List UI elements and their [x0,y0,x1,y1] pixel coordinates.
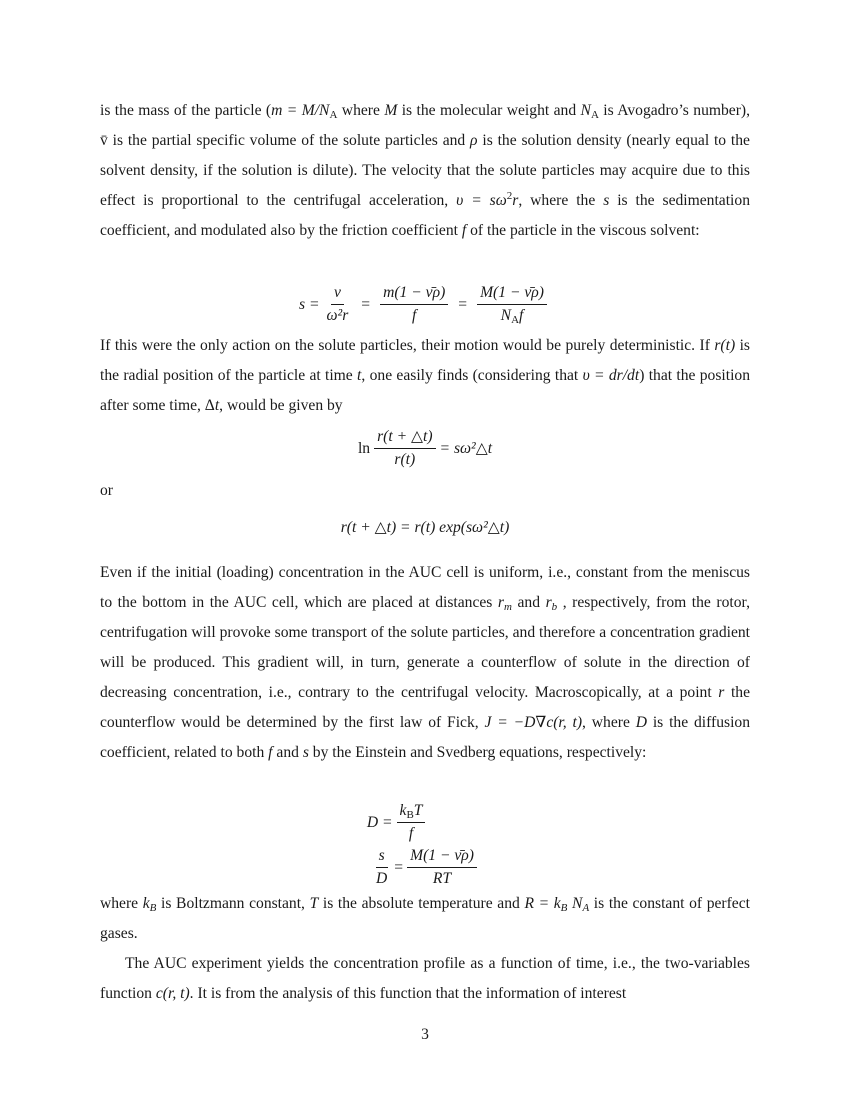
paragraph-4: where $k_B$ is Boltzmann constant, T is the absolute temperature and $R = k_B$ $N_A$ is the constant of perfect gases. [100,895,750,942]
fraction-position-ratio: $\frac{r(t + \triangle t)}{r(t)}$ [374,428,435,469]
paragraph-5: The AUC experiment yields the concentration profile as a function of time, i.e., the two-variables function c(r, t). It is from the analysis of this function that the information of interest [100,955,750,1002]
equation-log-position: ln $\frac{r(t + \triangle t)}{r(t)}$ = sω²△t [357,428,493,468]
equation-exponential-position: r(t + △t) = r(t) exp(sω²△t) [340,519,510,536]
fraction-M-over-NAf: $\frac{M(1 - \nū\rho)}{N_Af}$ [477,284,547,325]
einstein-equation: D = $\frac{k_BT}{f}$ [353,802,498,843]
page-number: 3 [421,1026,429,1043]
connective-or: or [100,482,113,499]
equation-einstein-svedberg [100,802,750,888]
paragraph-2: If this were the only action on the solute particles, their motion would be purely deterministic. If r(t) is the radial position of the particle at time t, one easily finds (considering that υ = dr/dt) that the position after some time, Δt, would be given by [100,337,751,414]
fraction-m-over-f: $\frac{m(1 - \nū\rho)}{f}$ [380,284,448,325]
paragraph-3: Even if the initial (loading) concentration in the AUC cell is uniform, i.e., constant from the meniscus to the bottom in the AUC cell, which are placed at distances $r_m$ and $r_b$ , respectively, from the rotor, centrifugation will provoke some transport of the solute particles, and therefore a concentration gradient will be produced. This gradient will, in turn, generate a counterflow of solute in the direction of decreasing concentration, i.e., contrary to the centrifugal velocity. Macroscopically, at a point r the counterflow would be determined by the first law of Fick, J = −D∇c(r, t), where D is the diffusion coefficient, related to both f and s by the Einstein and Svedberg equations, respectively: [100,564,751,761]
fraction-nu-over-omega2r: $\frac{\nu}{\text{ω²r}}$ [326,284,349,324]
equation-sedimentation-coefficient: s = $\frac{\nu}{\text{ω²r}}$ = $\frac{m(1 - \nū\rho)}{f}$ = $\frac{M(1 - \nū\rho)}{N_Af}$ [100,284,750,325]
paragraph-1: is the mass of the particle ($m = M/N_A$ where M is the molecular weight and $N_A$ is Avogadro’s number), v̄ is the partial specific volume of the solute particles and ρ is the solution density (nearly equal to the solvent density, if the solution is dilute). The velocity that the solute particles may acquire due to this effect is proportional to the centrifugal acceleration, $\upsilon = s\omega^2r$, where the s is the sedimentation coefficient, and modulated also by the friction coefficient f of the particle in the viscous solvent: [100,102,750,239]
svedberg-equation: $\frac{s}{D}$ = $\frac{M(1 - \nū\rho)}{RT}$ [369,847,481,888]
